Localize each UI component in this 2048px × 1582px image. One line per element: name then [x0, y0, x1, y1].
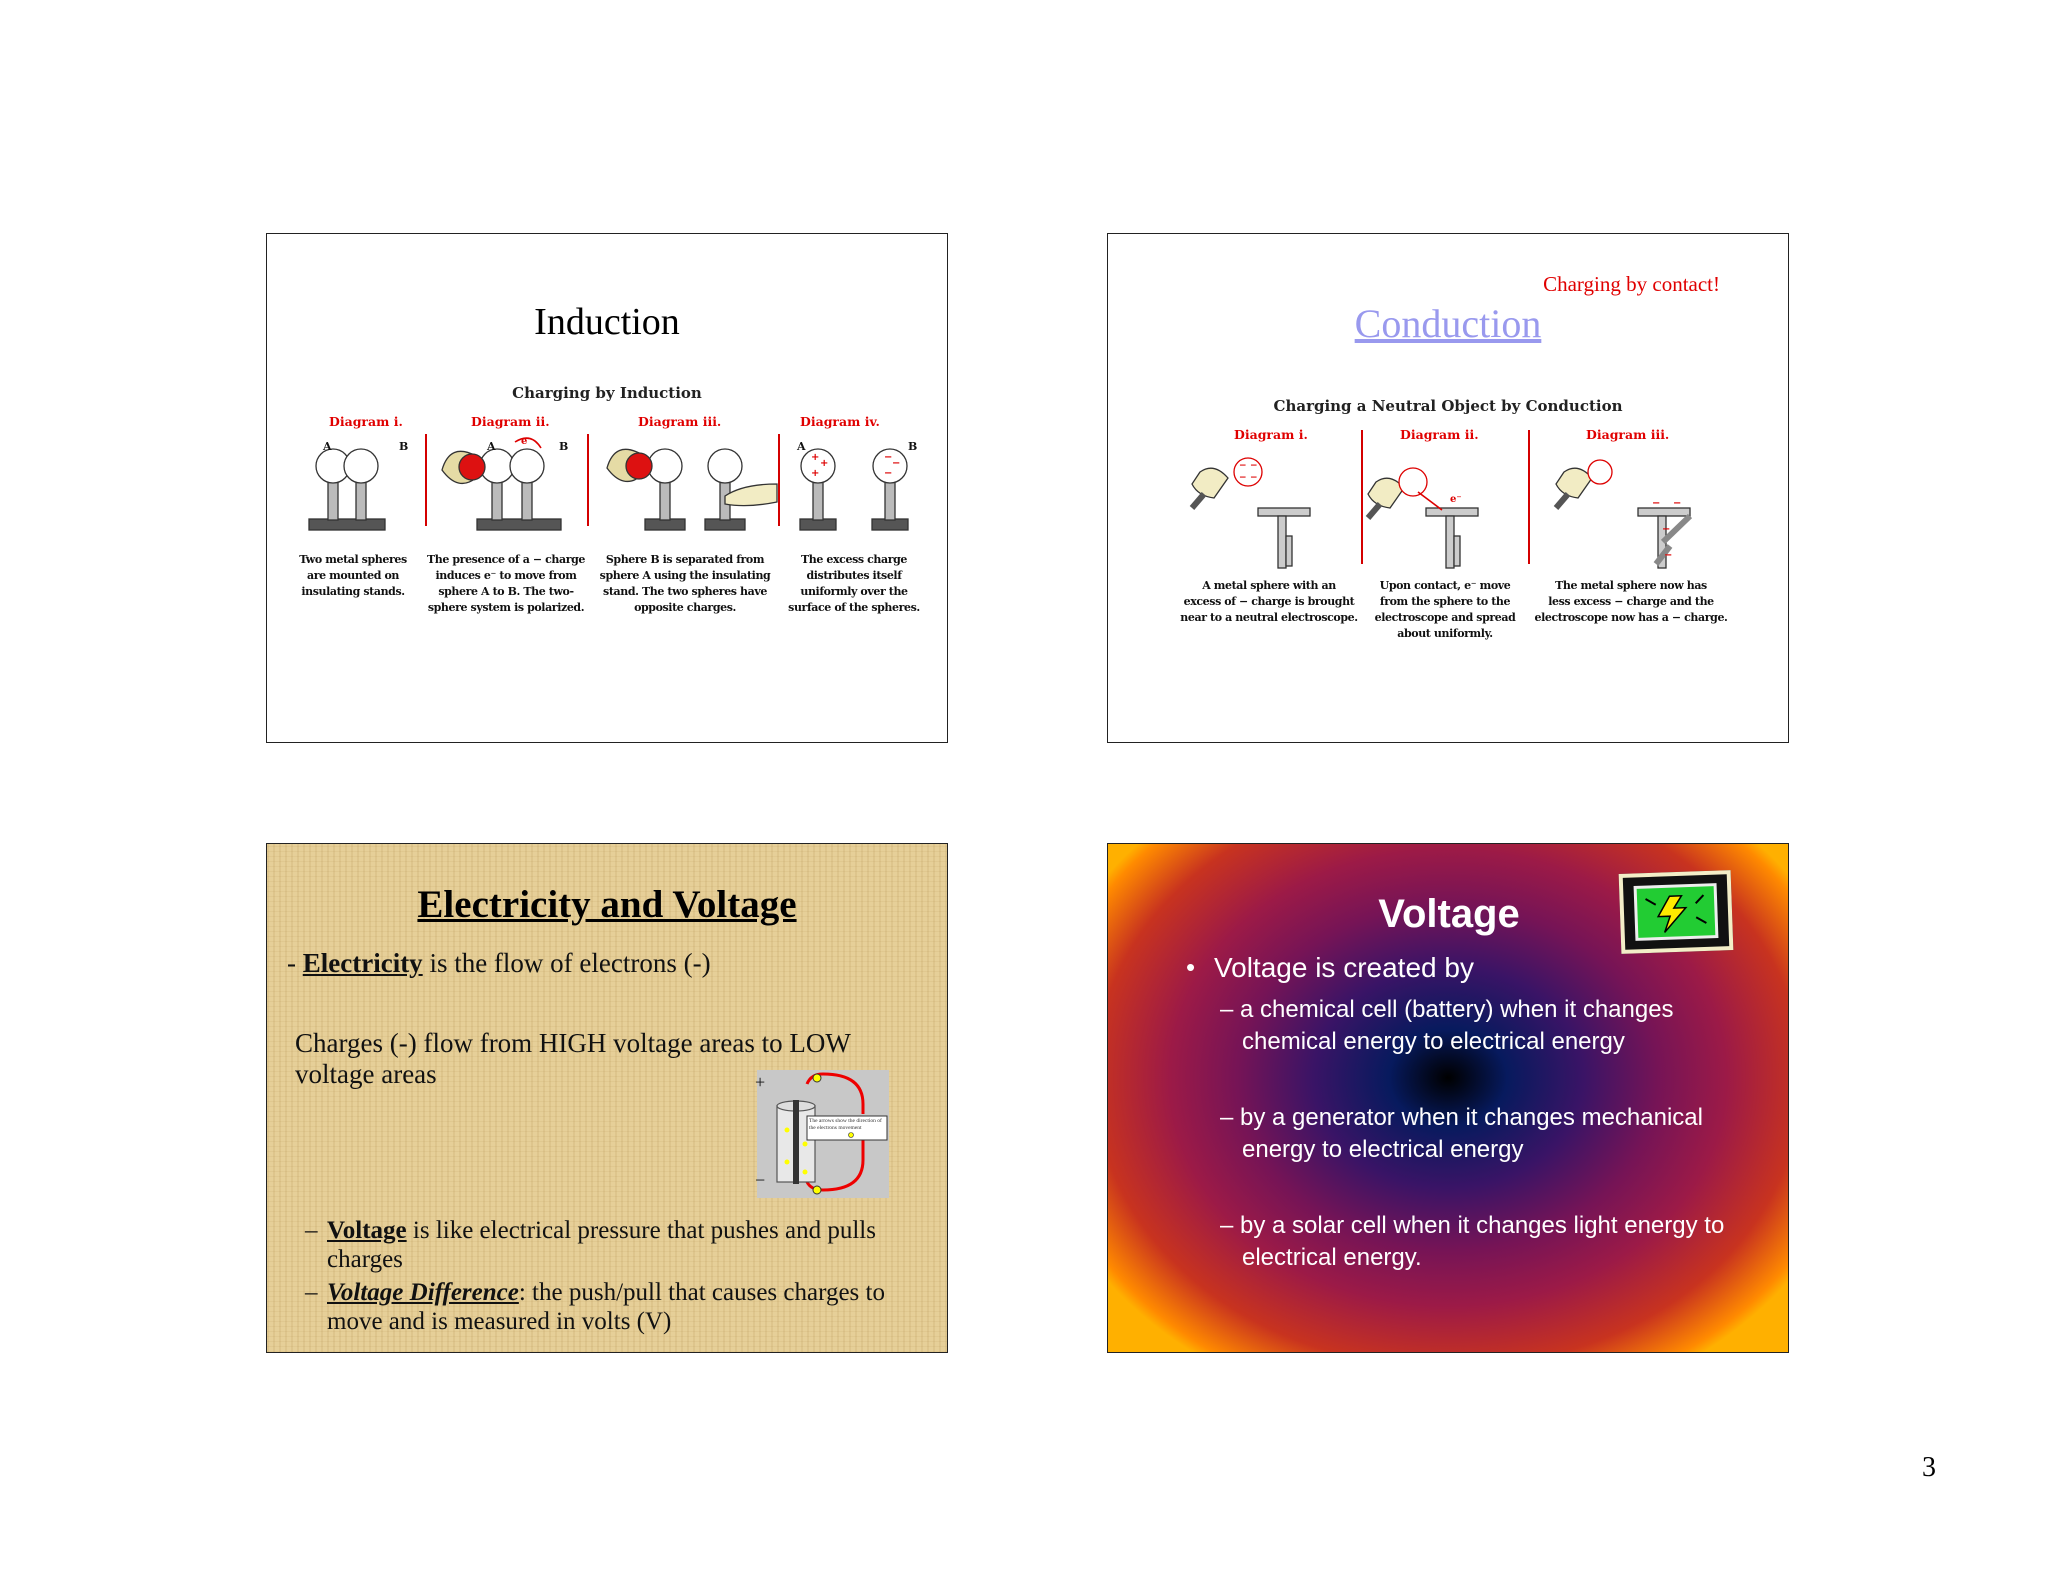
diagram-label: Diagram ii. [471, 414, 550, 429]
bullet-mark: • [1186, 952, 1196, 982]
caption: Upon contact, e⁻ move from the sphere to the electroscope and spread about uniformly. [1374, 579, 1516, 640]
slide-title: Electricity and Voltage [417, 883, 797, 926]
sphere-label-b: B [399, 440, 409, 453]
diagram-label: Diagram iii. [1586, 427, 1670, 442]
diagram-iii-figure [607, 449, 777, 530]
svg-text:+: + [811, 468, 820, 479]
caption: The metal sphere now has less excess − charge and the electroscope now has a − charge. [1534, 579, 1728, 624]
main-bullet: Voltage is created by [1214, 952, 1474, 983]
svg-text:−: − [1250, 473, 1258, 483]
svg-text:−: − [1662, 524, 1671, 535]
battery-note: The arrows show the direction of the electrons movement [809, 1118, 882, 1131]
voltage-difference-bullet: – Voltage Difference: the push/pull that causes charges to move and is measured in volts (V) [305, 1279, 885, 1335]
svg-text:−: − [892, 458, 901, 469]
sphere-label-a: A [487, 440, 496, 453]
slide-title-link[interactable]: Conduction [1354, 301, 1542, 346]
figure-title: Charging by Induction [512, 384, 702, 402]
sub-bullet: – by a solar cell when it changes light energy to electrical energy. [1220, 1212, 1725, 1271]
slide-induction [266, 233, 948, 743]
sub-bullet: – by a generator when it changes mechanical energy to electrical energy [1220, 1104, 1703, 1163]
slide-title: Induction [534, 301, 680, 343]
battery-plus-label: + [755, 1072, 766, 1092]
svg-text:+: + [811, 452, 820, 463]
svg-text:−: − [1673, 498, 1682, 509]
sphere-label-b: B [559, 440, 569, 453]
diagram-label: Diagram iv. [800, 414, 880, 429]
charging-note: Charging by contact! [1543, 272, 1720, 296]
caption: The excess charge distributes itself uniformly over the surface of the spheres. [788, 553, 920, 614]
sphere-label-a: A [323, 440, 332, 453]
electron-symbol: e⁻ [521, 436, 533, 447]
slide-title: Voltage [1378, 892, 1520, 936]
induction-diagrams [267, 434, 948, 534]
charge-flow-text: Charges (-) flow from HIGH voltage areas to LOW voltage areas [295, 1028, 851, 1089]
slide-voltage [1107, 843, 1789, 1353]
diagram-label: Diagram iii. [638, 414, 722, 429]
battery-minus-label: − [755, 1170, 766, 1190]
sub-bullet: – a chemical cell (battery) when it changes chemical energy to electrical energy [1220, 996, 1674, 1055]
slide-conduction [1107, 233, 1789, 743]
sphere-label-b: B [908, 440, 918, 453]
diagram-label: Diagram i. [1234, 427, 1308, 442]
svg-text:−: − [1239, 461, 1247, 471]
slide-electricity-voltage [266, 843, 948, 1353]
diagram-label: Diagram ii. [1400, 427, 1479, 442]
caption: A metal sphere with an excess of − charge is brought near to a neutral electroscope. [1180, 579, 1358, 624]
caption: Two metal spheres are mounted on insulating stands. [299, 553, 407, 598]
diagram-i-figure [309, 449, 385, 530]
svg-text:−: − [1652, 498, 1661, 509]
svg-text:+: + [820, 458, 829, 469]
battery-diagram [757, 1070, 889, 1198]
svg-text:−: − [884, 468, 893, 479]
svg-text:−: − [1250, 461, 1258, 471]
svg-text:−: − [1664, 550, 1673, 561]
diagram-ii-figure [442, 438, 561, 530]
electron-symbol: e⁻ [1450, 494, 1462, 505]
voltage-bullet: – Voltage is like electrical pressure that pushes and pulls charges [305, 1217, 876, 1273]
caption: The presence of a − charge induces e⁻ to move from sphere A to B. The two- sphere system is polarized. [426, 553, 586, 614]
svg-text:−: − [1239, 473, 1247, 483]
page-number: 3 [1922, 1452, 1936, 1483]
svg-text:−: − [884, 452, 893, 463]
sphere-label-a: A [797, 440, 806, 453]
caption: Sphere B is separated from sphere A using the insulating stand. The two spheres have opposite charges. [599, 553, 771, 614]
diagram-label: Diagram i. [329, 414, 403, 429]
electricity-definition: - Electricity is the flow of electrons (-) [287, 948, 711, 978]
figure-title: Charging a Neutral Object by Conduction [1273, 397, 1623, 415]
conduction-diagrams [1108, 446, 1789, 576]
lightning-picture-icon [1619, 870, 1734, 954]
